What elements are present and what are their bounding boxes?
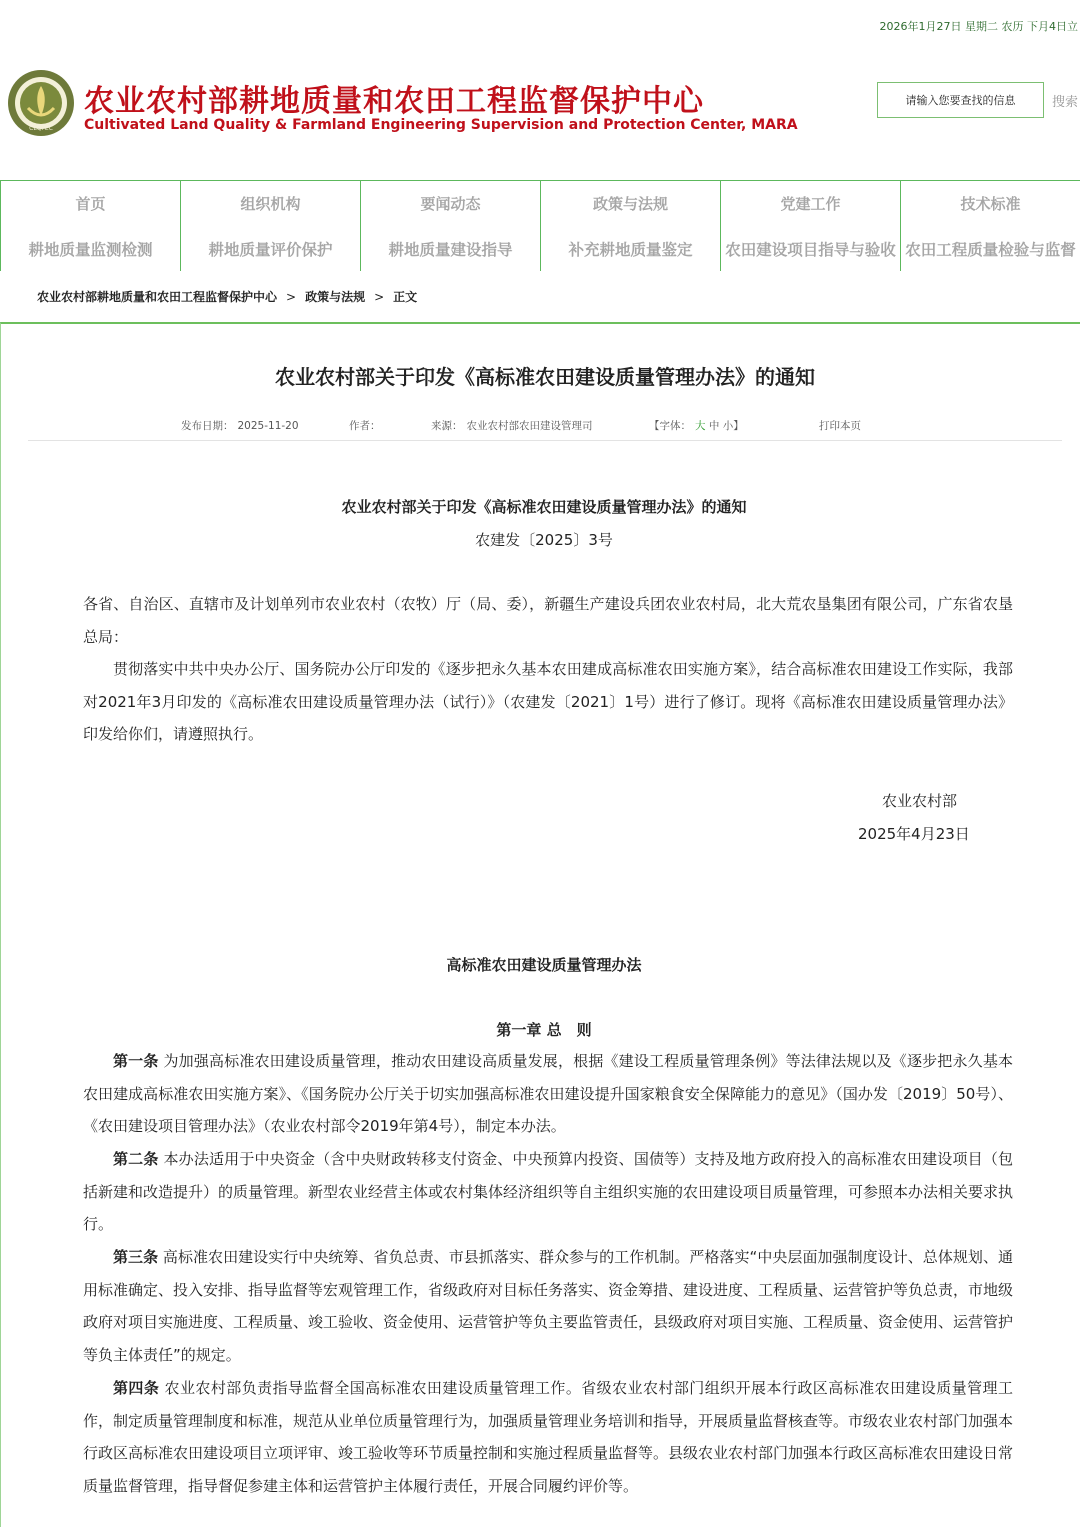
nav-item-standards[interactable]: 技术标准 bbox=[900, 181, 1080, 226]
law-title: 高标准农田建设质量管理办法 bbox=[446, 956, 642, 974]
nav-item-construction[interactable]: 耕地质量建设指导 bbox=[360, 226, 540, 271]
nav-item-home[interactable]: 首页 bbox=[0, 181, 180, 226]
article-3: 第三条 高标准农田建设实行中央统筹、省负总责、市县抓落实、群众参与的工作机制。严格落实“中央层面加强制度设计、总体规划、通用标准确定、投入安排、指导监督等宏观管理工作，省级政府对目标任务落实、资金筹措、建设进度、工程质量、运营管护等负总责，市地级政府对项目实施进度、工程质量、竣工验收、资金使用、运营管护等负主要监管责任，县级政府对项目实施、工程质量、资金使用、运营管护等负主体责任”的规定。 bbox=[83, 1248, 1014, 1364]
nav-item-policy[interactable]: 政策与法规 bbox=[540, 181, 720, 226]
nav-item-appraisal[interactable]: 补充耕地质量鉴定 bbox=[540, 226, 720, 271]
meta-source: 来源： 农业农村部农田建设管理司 bbox=[431, 420, 593, 432]
doc-number: 农建发〔2025〕3号 bbox=[475, 531, 613, 549]
font-small-link[interactable]: 小 bbox=[722, 420, 734, 432]
breadcrumb bbox=[37, 288, 417, 305]
doc-title: 农业农村部关于印发《高标准农田建设质量管理办法》的通知 bbox=[341, 498, 747, 516]
signature-org: 农业农村部 bbox=[882, 792, 958, 810]
doc-recipients: 各省、自治区、直辖市及计划单列市农业农村（农牧）厅（局、委），新疆生产建设兵团农业农村局，北大荒农垦集团有限公司，广东省农垦总局： bbox=[83, 595, 1013, 646]
signature-date: 2025年4月23日 bbox=[858, 825, 970, 843]
nav-item-acceptance[interactable]: 农田建设项目指导与验收 bbox=[720, 226, 900, 271]
article-4: 第四条 农业农村部负责指导监督全国高标准农田建设质量管理工作。省级农业农村部门组织开展本行政区高标准农田建设质量管理工作，制定质量管理制度和标准，规范从业单位质量管理行为，加强质量管理业务培训和指导，开展质量监督核查等。市级农业农村部门加强本行政区高标准农田建设项目立项评审、竣工验收等环节质量控制和实施过程质量监督等。县级农业农村部门加强本行政区高标准农田建设日常质量监督管理，指导督促参建主体和运营管护主体履行责任，开展合同履约评价等。 bbox=[83, 1379, 1014, 1495]
chapter-heading: 第一章 总 则 bbox=[496, 1021, 592, 1039]
search-button[interactable]: 搜索 bbox=[1052, 94, 1079, 110]
breadcrumb-policy[interactable]: 政策与法规 bbox=[305, 290, 366, 304]
meta-date: 发布日期： 2025-11-20 bbox=[181, 420, 299, 432]
breadcrumb-current: 正文 bbox=[393, 290, 418, 304]
breadcrumb-separator: > bbox=[374, 290, 385, 304]
print-link[interactable]: 打印本页 bbox=[819, 420, 861, 432]
breadcrumb-separator: > bbox=[286, 290, 297, 304]
font-medium-link[interactable]: 中 bbox=[708, 420, 720, 432]
meta-font-size: 【字体： 大 中 小】 bbox=[649, 420, 744, 432]
font-large-link[interactable]: 大 bbox=[695, 420, 706, 432]
nav-item-evaluation[interactable]: 耕地质量评价保护 bbox=[180, 226, 360, 271]
article-1: 第一条 为加强高标准农田建设质量管理，推动农田建设高质量发展，根据《建设工程质量管理条例》等法律法规以及《逐步把永久基本农田建成高标准农田实施方案》、《国务院办公厅关于切实加强高标准农田建设提升国家粮食安全保障能力的意见》（国办发〔2019〕50号）、《农田建设项目管理办法》（农业农村部令2019年第4号），制定本办法。 bbox=[83, 1052, 1013, 1135]
doc-body: 贯彻落实中共中央办公厅、国务院办公厅印发的《逐步把永久基本农田建成高标准农田实施方案》，结合高标准农田建设工作实际，我部对2021年3月印发的《高标准农田建设质量管理办法（试行）》（农建发〔2021〕1号）进行了修订。现将《高标准农田建设质量管理办法》印发给你们，请遵照执行。 bbox=[83, 660, 1013, 743]
site-logo-icon[interactable] bbox=[6, 68, 76, 138]
meta-divider bbox=[28, 440, 1062, 441]
nav-item-news[interactable]: 要闻动态 bbox=[360, 181, 540, 226]
nav-item-inspection[interactable]: 农田工程质量检验与监督 bbox=[900, 226, 1080, 271]
nav-row-secondary bbox=[0, 226, 1080, 271]
site-title-cn: 农业农村部耕地质量和农田工程监督保护中心 bbox=[84, 84, 704, 119]
search-input[interactable]: 请输入您要查找的信息 bbox=[877, 82, 1044, 118]
top-date: 2026年1月27日 星期二 农历 下月4日立 bbox=[879, 20, 1078, 33]
breadcrumb-home[interactable]: 农业农村部耕地质量和农田工程监督保护中心 bbox=[37, 290, 278, 304]
site-title-en: Cultivated Land Quality & Farmland Engineering Supervision and Protection Center, MARA bbox=[84, 117, 798, 133]
article-title: 农业农村部关于印发《高标准农田建设质量管理办法》的通知 bbox=[275, 365, 815, 389]
main-nav bbox=[0, 180, 1080, 270]
article-2: 第二条 本办法适用于中央资金（含中央财政转移支付资金、中央预算内投资、国债等）支持及地方政府投入的高标准农田建设项目（包括新建和改造提升）的质量管理。新型农业经营主体或农村集体经济组织等自主组织实施的农田建设项目质量管理，可参照本办法相关要求执行。 bbox=[83, 1150, 1014, 1233]
meta-author: 作者： bbox=[349, 420, 381, 432]
nav-item-monitoring[interactable]: 耕地质量监测检测 bbox=[0, 226, 180, 271]
nav-row-primary bbox=[0, 181, 1080, 226]
nav-item-party[interactable]: 党建工作 bbox=[720, 181, 900, 226]
nav-item-organization[interactable]: 组织机构 bbox=[180, 181, 360, 226]
svg-text:CLQFEC: CLQFEC bbox=[29, 125, 53, 132]
